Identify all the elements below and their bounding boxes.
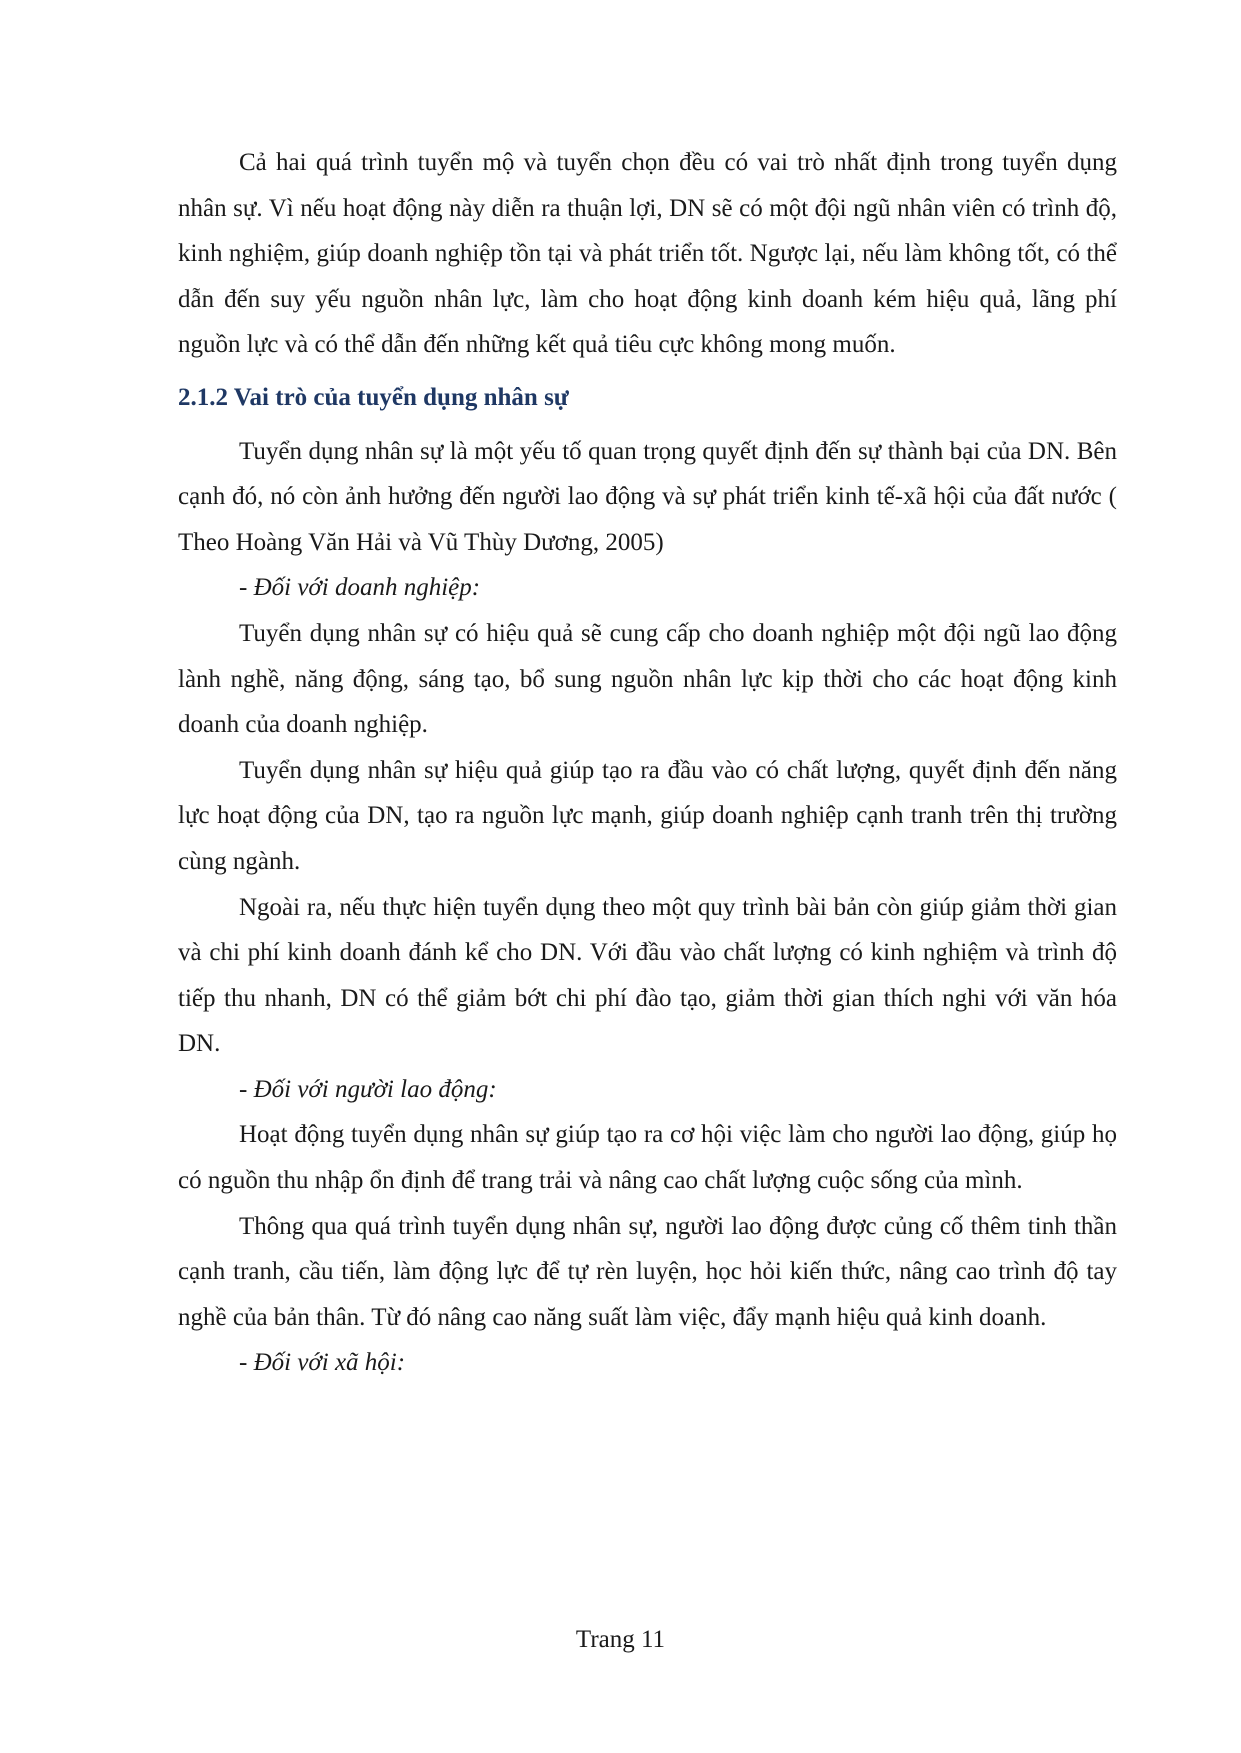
subheading-worker: - Đối với người lao động: <box>239 1075 497 1103</box>
subheading-enterprise: - Đối với doanh nghiệp: <box>239 574 481 602</box>
paragraph-intro: Cả hai quá trình tuyển mộ và tuyển chọn đều có vai trò nhất định trong tuyển dụng nhân sự. Vì nếu hoạt động này diễn ra thuận lợi, DN sẽ có một đội ngũ nhân viên có trình độ, kinh nghiệm, giúp doanh nghiệp tồn tại và phát triển tốt. Ngược lại, nếu làm không tốt, có thể dẫn đến suy yếu nguồn nhân lực, làm cho hoạt động kinh doanh kém hiệu quả, lãng phí nguồn lực và có thể dẫn đến những kết quả tiêu cực không mong muốn. <box>178 149 1117 359</box>
paragraph-enterprise-3: Ngoài ra, nếu thực hiện tuyển dụng theo một quy trình bài bản còn giúp giảm thời gian và chi phí kinh doanh đánh kể cho DN. Với đầu vào chất lượng có kinh nghiệm và trình độ tiếp thu nhanh, DN có thể giảm bớt chi phí đào tạo, giảm thời gian thích nghi với văn hóa DN. <box>178 893 1117 1058</box>
subheading-society: - Đối với xã hội: <box>239 1349 406 1377</box>
paragraph-role-overview: Tuyển dụng nhân sự là một yếu tố quan trọng quyết định đến sự thành bại của DN. Bên cạnh đó, nó còn ảnh hưởng đến người lao động và sự phát triển kinh tế-xã hội của đất nước ( Theo Hoàng Văn Hải và Vũ Thùy Dương, 2005) <box>178 437 1117 556</box>
paragraph-worker-1: Hoạt động tuyển dụng nhân sự giúp tạo ra cơ hội việc làm cho người lao động, giúp họ có nguồn thu nhập ổn định để trang trải và nâng cao chất lượng cuộc sống của mình. <box>178 1121 1117 1195</box>
paragraph-enterprise-2: Tuyển dụng nhân sự hiệu quả giúp tạo ra đầu vào có chất lượng, quyết định đến năng lực hoạt động của DN, tạo ra nguồn lực mạnh, giúp doanh nghiệp cạnh tranh trên thị trường cùng ngành. <box>178 756 1117 875</box>
section-heading: 2.1.2 Vai trò của tuyển dụng nhân sự <box>178 383 569 411</box>
paragraph-worker-2: Thông qua quá trình tuyển dụng nhân sự, người lao động được củng cố thêm tinh thần cạnh tranh, cầu tiến, làm động lực để tự rèn luyện, học hỏi kiến thức, nâng cao trình độ tay nghề của bản thân. Từ đó nâng cao năng suất làm việc, đẩy mạnh hiệu quả kinh doanh. <box>178 1212 1117 1331</box>
paragraph-enterprise-1: Tuyển dụng nhân sự có hiệu quả sẽ cung cấp cho doanh nghiệp một đội ngũ lao động lành nghề, năng động, sáng tạo, bổ sung nguồn nhân lực kịp thời cho các hoạt động kinh doanh của doanh nghiệp. <box>178 619 1117 739</box>
page-body <box>178 140 1117 1386</box>
page-number: Trang 11 <box>575 1626 666 1653</box>
